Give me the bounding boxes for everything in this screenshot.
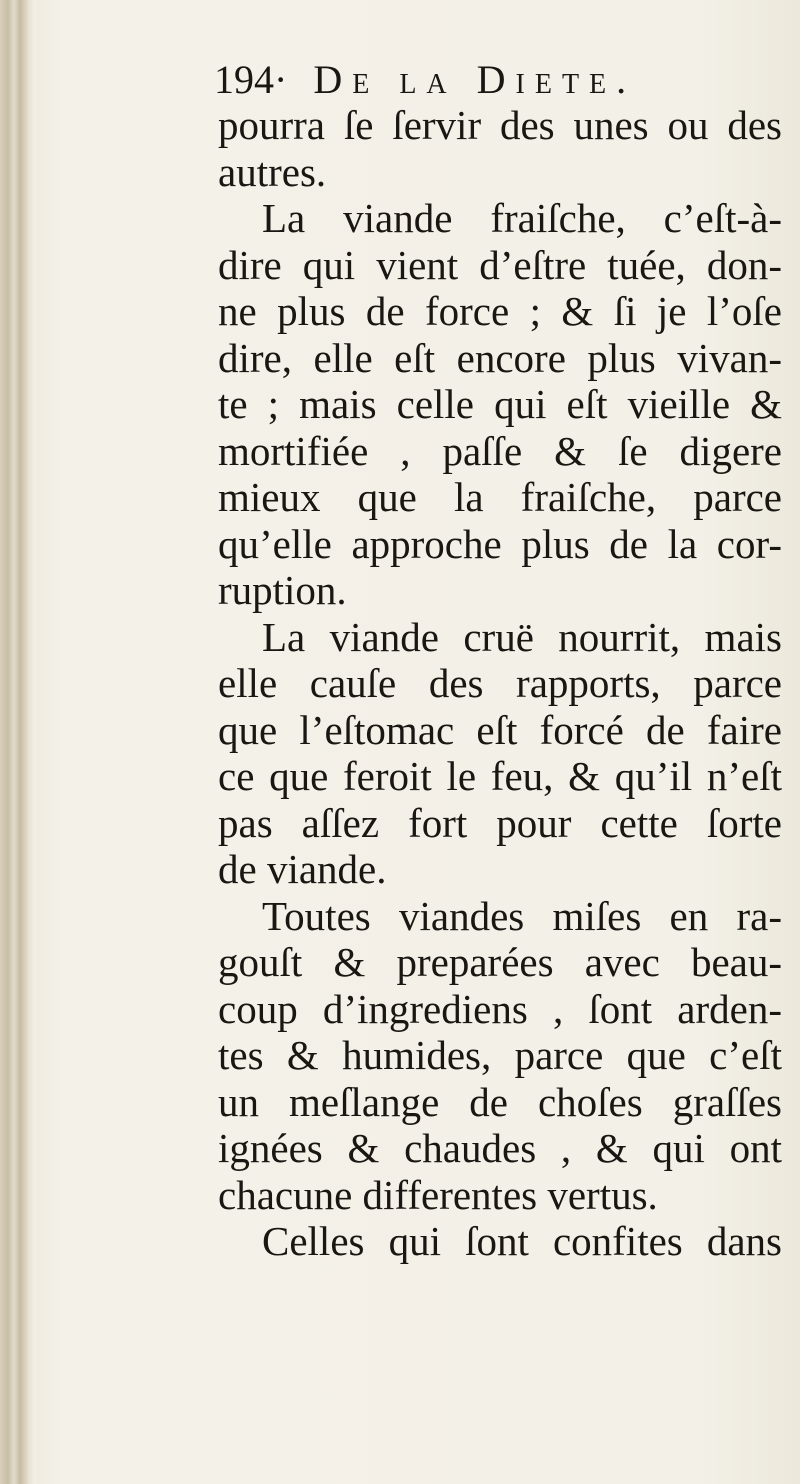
text-line: elle cauſe des rapports, parce	[218, 660, 782, 706]
text-line: ne plus de force ; & ſi je l’oſe	[218, 288, 782, 334]
text-line: Celles qui ſont confites dans	[262, 1218, 782, 1264]
running-title: De la Diete.	[313, 57, 637, 102]
text-line: un meſlange de choſes graſſes	[218, 1078, 782, 1125]
text-line: pourra ſe ſervir des unes ou des	[218, 102, 782, 148]
text-line: que l’eſtomac eſt forcé de faire	[218, 706, 782, 753]
page-header	[214, 50, 774, 110]
text-line: dire, elle eſt encore plus vivan-	[218, 334, 782, 381]
text-line: chacune differentes vertus.	[218, 1171, 658, 1218]
text-line: mieux que la fraiſche, parce	[218, 474, 782, 520]
text-line: La viande fraiſche, c’eſt-à-	[262, 195, 782, 241]
text-line: te ; mais celle qui eſt vieille &	[218, 381, 782, 427]
text-line: Toutes viandes miſes en ra-	[262, 892, 782, 939]
text-line: tes & humides, parce que c’eſt	[218, 1032, 782, 1078]
text-line: pas aſſez fort pour cette ſorte	[218, 799, 782, 846]
text-line: ce que feroit le feu, & qu’il n’eſt	[218, 753, 782, 799]
page-gutter-edge	[0, 0, 36, 1484]
text-line: ruption.	[218, 567, 347, 613]
text-line: autres.	[218, 148, 327, 195]
text-line: ignées & chaudes , & qui ont	[218, 1125, 782, 1171]
text-line: coup d’ingrediens , ſont arden-	[218, 985, 782, 1032]
body-text	[218, 102, 782, 1265]
text-line: de viande.	[218, 846, 387, 892]
page-number: 194·	[214, 57, 288, 102]
text-line: mortifiée , paſſe & ſe digere	[218, 427, 782, 474]
text-line: dire qui vient d’eſtre tuée, don-	[218, 241, 782, 288]
text-line: qu’elle approche plus de la cor-	[218, 520, 782, 567]
text-line: gouſt & preparées avec beau-	[218, 939, 782, 985]
text-line: La viande cruë nourrit, mais	[262, 613, 782, 660]
